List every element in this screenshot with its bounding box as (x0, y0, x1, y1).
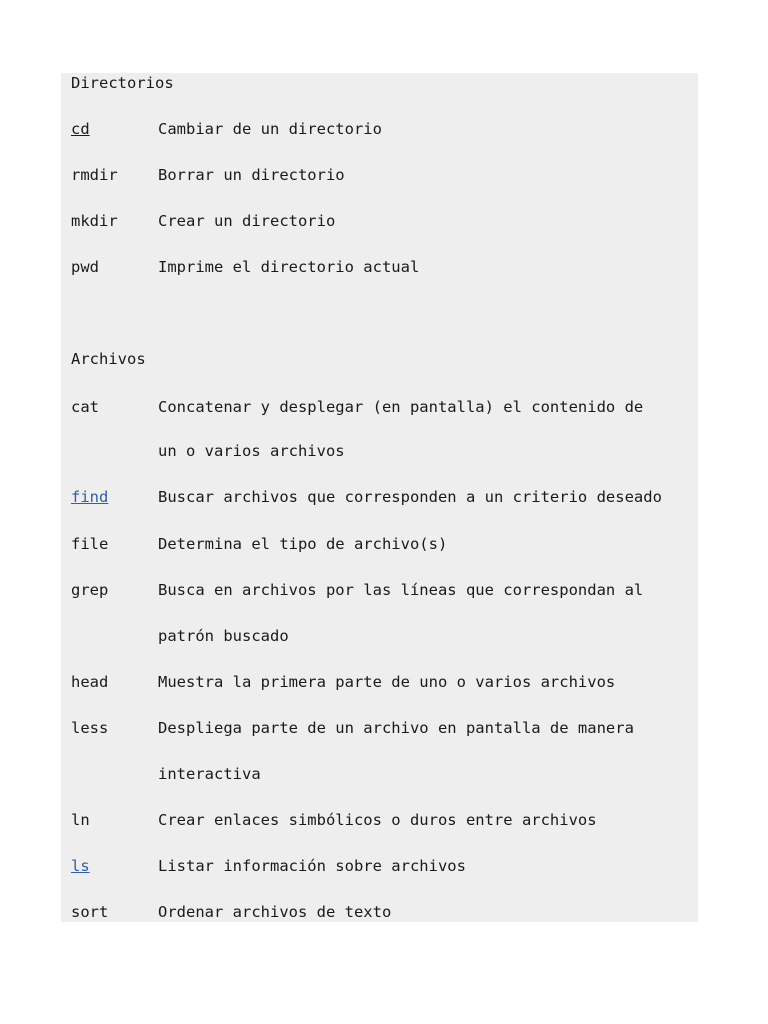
command-mkdir: mkdir (71, 212, 118, 230)
description-grep-continued: patrón buscado (158, 627, 289, 645)
section-heading-archivos: Archivos (71, 350, 146, 368)
description-pwd: Imprime el directorio actual (158, 258, 420, 276)
description-less: Despliega parte de un archivo en pantalla de manera (158, 719, 634, 737)
command-pwd: pwd (71, 258, 99, 276)
description-sort: Ordenar archivos de texto (158, 903, 392, 921)
command-file: file (71, 535, 109, 553)
command-sort: sort (71, 903, 109, 921)
description-file: Determina el tipo de archivo(s) (158, 535, 448, 553)
description-head: Muestra la primera parte de uno o varios archivos (158, 673, 616, 691)
command-less: less (71, 719, 109, 737)
command-cd-link[interactable]: cd (71, 120, 90, 138)
description-find: Buscar archivos que corresponden a un criterio deseado (158, 488, 662, 506)
description-mkdir: Crear un directorio (158, 212, 336, 230)
description-less-continued: interactiva (158, 765, 261, 783)
description-grep: Busca en archivos por las líneas que correspondan al (158, 581, 644, 599)
description-rmdir: Borrar un directorio (158, 166, 345, 184)
command-head: head (71, 673, 109, 691)
command-grep: grep (71, 581, 109, 599)
description-ls: Listar información sobre archivos (158, 857, 466, 875)
section-heading-directorios: Directorios (71, 74, 174, 92)
description-cd: Cambiar de un directorio (158, 120, 382, 138)
command-ln: ln (71, 811, 90, 829)
description-cat-continued: un o varios archivos (158, 442, 345, 460)
command-find-link[interactable]: find (71, 488, 109, 506)
command-ls-link[interactable]: ls (71, 857, 90, 875)
command-rmdir: rmdir (71, 166, 118, 184)
description-ln: Crear enlaces simbólicos o duros entre archivos (158, 811, 597, 829)
command-cat: cat (71, 398, 99, 416)
description-cat: Concatenar y desplegar (en pantalla) el contenido de (158, 398, 644, 416)
